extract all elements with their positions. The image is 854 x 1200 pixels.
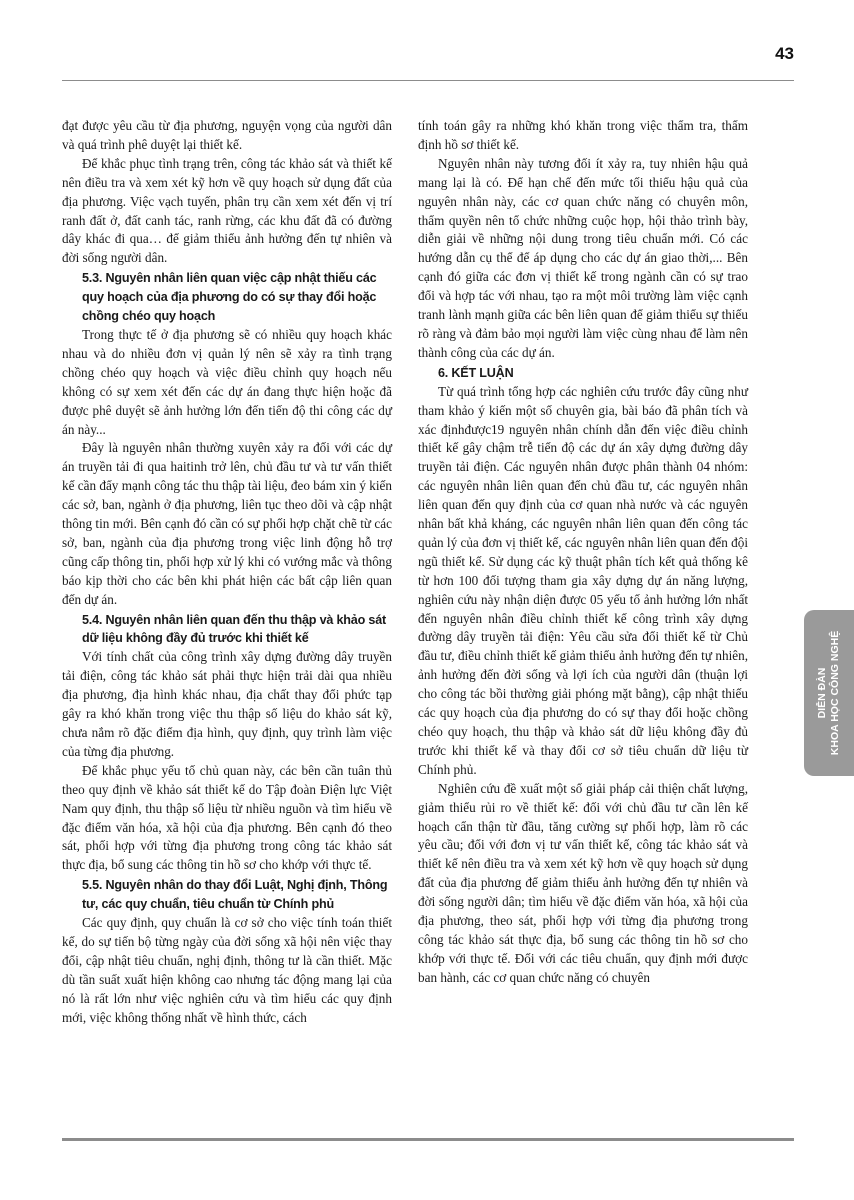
paragraph: Trong thực tế ở địa phương sẽ có nhiều quy hoạch khác nhau và do nhiều đơn vị quản lý nên sẽ xảy ra tình trạng chồng chéo quy hoạch và việc điều chỉnh quy hoạch nếu không có sự xem xét đến các dự án đang thực hiện hoặc đã được phê duyệt sẽ ảnh hưởng lớn đến tiến độ thi công các dự án này...: [62, 326, 392, 437]
paragraph: Các quy định, quy chuẩn là cơ sở cho việc tính toán thiết kế, do sự tiến bộ từng ngày của đời sống xã hội nên việc thay đổi, cập nhật tiêu chuẩn, nghị định, thông tư là cần thiết. Mặc dù tần suất xuất hiện không cao nhưng tác động mang lại của nó là rất lớn như việc nghiên cứu và tìm hiểu các quy định mới, việc không thống nhất về hình thức, cách: [62, 915, 392, 1025]
section-heading-6: 6. KẾT LUẬN: [438, 365, 514, 380]
header-divider: [62, 80, 794, 81]
section-heading-5-4: 5.4. Nguyên nhân liên quan đến thu thập và khảo sát dữ liệu không đầy đủ trước khi thiết kế: [82, 612, 386, 646]
paragraph: Nguyên nhân này tương đối ít xảy ra, tuy nhiên hậu quả mang lại là có. Để hạn chế đến mức tối thiểu hậu quả của nguyên nhân này, các cơ quan chức năng có chuyên môn, thẩm quyền nên tổ chức những cuộc họp, hội thảo trình bày, diễn giải về những nội dung trong tiêu chuẩn mới. Có các hướng dẫn cụ thể để áp dụng cho các dự án giao thời,... Bên cạnh đó giữa các đơn vị thiết kế trong ngành cần có sự trao đổi và hợp tác với nhau, tạo ra một môi trường làm việc cạnh tranh lành mạnh giữa các bên liên quan để giảm thiểu sự thiếu rõ ràng và đảm bảo mọi người làm việc cùng nhau để làm nên thành công của các dự án.: [418, 155, 748, 360]
section-side-tab: [804, 610, 854, 776]
paragraph: Từ quá trình tổng hợp các nghiên cứu trước đây cũng như tham khảo ý kiến một số chuyên gia, bài báo đã phân tích và xác địnhđược19 nguyên nhân chính dẫn đến việc điều chỉnh thiết kế gây chậm trễ tiến độ các dự án xây dựng đường dây truyền tải điện. Các nguyên nhân được phân thành 04 nhóm: các nguyên nhân liên quan đến chủ đầu tư, các nguyên nhân liên quan đến quy định của cơ quan nhà nước và các nguyên nhân bất khả kháng, các nguyên nhân liên quan đến công tác quản lý của đơn vị thiết kế, các nguyên nhân liên quan đến đội ngũ thiết kế. Sử dụng các kỹ thuật phân tích kết quả thống kê từ hơn 100 đối tượng tham gia xây dựng dự án năng lượng, nghiên cứu này nhận diện được 05 yếu tố ảnh hưởng lớn nhất đến nguyên nhân điều chỉnh thiết kế công trình xây dựng đường dây truyền tải điện: Yêu cầu sửa đổi thiết kế từ Chủ đầu tư, điều chỉnh thiết kế giảm thiểu ảnh hưởng đến tự nhiên, ảnh hưởng đến đời sống và lợi ích của người dân (thuận lợi cho công tác bồi thường giải phóng mặt bằng), cập nhật thiếu các quy hoạch của địa phương do có sự thay đổi hoặc chồng chéo quy hoạch, thu thập và khảo sát dữ liệu không đầy đủ trước khi thiết kế và thay đổi cơ sở tiêu chuẩn dữ liệu từ Chính phủ.: [418, 383, 748, 777]
side-tab-label: [816, 631, 842, 755]
left-column: [62, 117, 392, 1028]
side-tab-line-1: DIỄN ĐÀN: [816, 667, 828, 719]
paragraph: Để khắc phục tình trạng trên, công tác khảo sát và thiết kế nên điều tra và xem xét kỹ hơn về quy hoạch sử dụng đất của địa phương. Việc vạch tuyến, phân trụ cần xem xét đến vị trí ranh đất ở, đất canh tác, ranh rừng, các khu đất đã có đường dây khác đi qua… để giảm thiểu ảnh hưởng đến tự nhiên và đời sống người dân.: [62, 155, 392, 266]
paragraph: Với tính chất của công trình xây dựng đường dây truyền tải điện, công tác khảo sát phải thực hiện trải dài qua nhiều địa phương, địa hình khác nhau, địa chất thay đổi phức tạp gây ra khó khăn trong việc thu thập số liệu do khảo sát kỹ, chưa nắm rõ đặc điểm địa hình, quy định, quy trình làm việc của từng địa phương.: [62, 649, 392, 759]
footer-divider: [62, 1138, 794, 1141]
side-tab-line-2: KHOA HỌC CÔNG NGHỆ: [829, 630, 841, 756]
page-number: 43: [775, 44, 794, 63]
paragraph: tính toán gây ra những khó khăn trong việc thẩm tra, thẩm định hồ sơ thiết kế.: [418, 118, 748, 152]
right-column: [418, 117, 748, 988]
paragraph: Để khắc phục yếu tố chủ quan này, các bên cần tuân thủ theo quy định về khảo sát thiết kế do Tập đoàn Điện lực Việt Nam quy định, thu thập số liệu từ nhiều nguồn và tìm hiểu về đặc điểm văn hóa, xã hội của địa phương. Bên cạnh đó theo sát, phối hợp với từng địa phương trong công tác khảo sát thực địa, bổ sung các thông tin hồ sơ cho khớp với thực tế.: [62, 762, 392, 873]
section-heading-5-3: 5.3. Nguyên nhân liên quan việc cập nhật thiếu các quy hoạch của địa phương do có sự thay đổi hoặc chồng chéo quy hoạch: [82, 271, 377, 324]
section-heading-5-5: 5.5. Nguyên nhân do thay đổi Luật, Nghị định, Thông tư, các quy chuẩn, tiêu chuẩn từ Chính phủ: [82, 878, 388, 912]
paragraph: Đây là nguyên nhân thường xuyên xảy ra đối với các dự án truyền tải đi qua haitinh trở lên, chủ đầu tư và tư vấn thiết kế cần đẩy mạnh công tác thu thập tài liệu, đeo bám xin ý kiến các sở, ban, ngành ở địa phương, liên tục theo dõi và cập nhật thông tin mới. Bên cạnh đó cần có sự phối hợp chặt chẽ từ các sở, ban, ngành của địa phương trong việc linh động hỗ trợ cũng cấp thông tin, phối hợp xử lý khi có vướng mắc và thông báo kịp thời cho các bên khi phát hiện các bất cập liên quan đến dự án.: [62, 440, 392, 607]
paragraph: đạt được yêu cầu từ địa phương, nguyện vọng của người dân và quá trình phê duyệt lại thiết kế.: [62, 118, 392, 152]
paragraph: Nghiên cứu đề xuất một số giải pháp cải thiện chất lượng, giảm thiểu rủi ro về thiết kế: đối với chủ đầu tư cần lên kế hoạch cẩn thận từ đầu, tăng cường sự phối hợp, làm rõ các yêu cầu; đối với đơn vị tư vấn thiết kế, công tác khảo sát và thiết kế nên điều tra và xem xét kỹ hơn về quy hoạch sử dụng đất của địa phương để giảm thiểu ảnh hưởng đến tự nhiên và đời sống người dân; tìm hiểu về đặc điểm văn hóa, xã hội của địa phương, theo sát, phối hợp với từng địa phương trong công tác khảo sát thực địa, bổ sung các thông tin hồ sơ cho khớp với thực tế. Đối với các tiêu chuẩn, quy định mới được ban hành, các cơ quan chức năng có chuyên: [418, 780, 748, 985]
